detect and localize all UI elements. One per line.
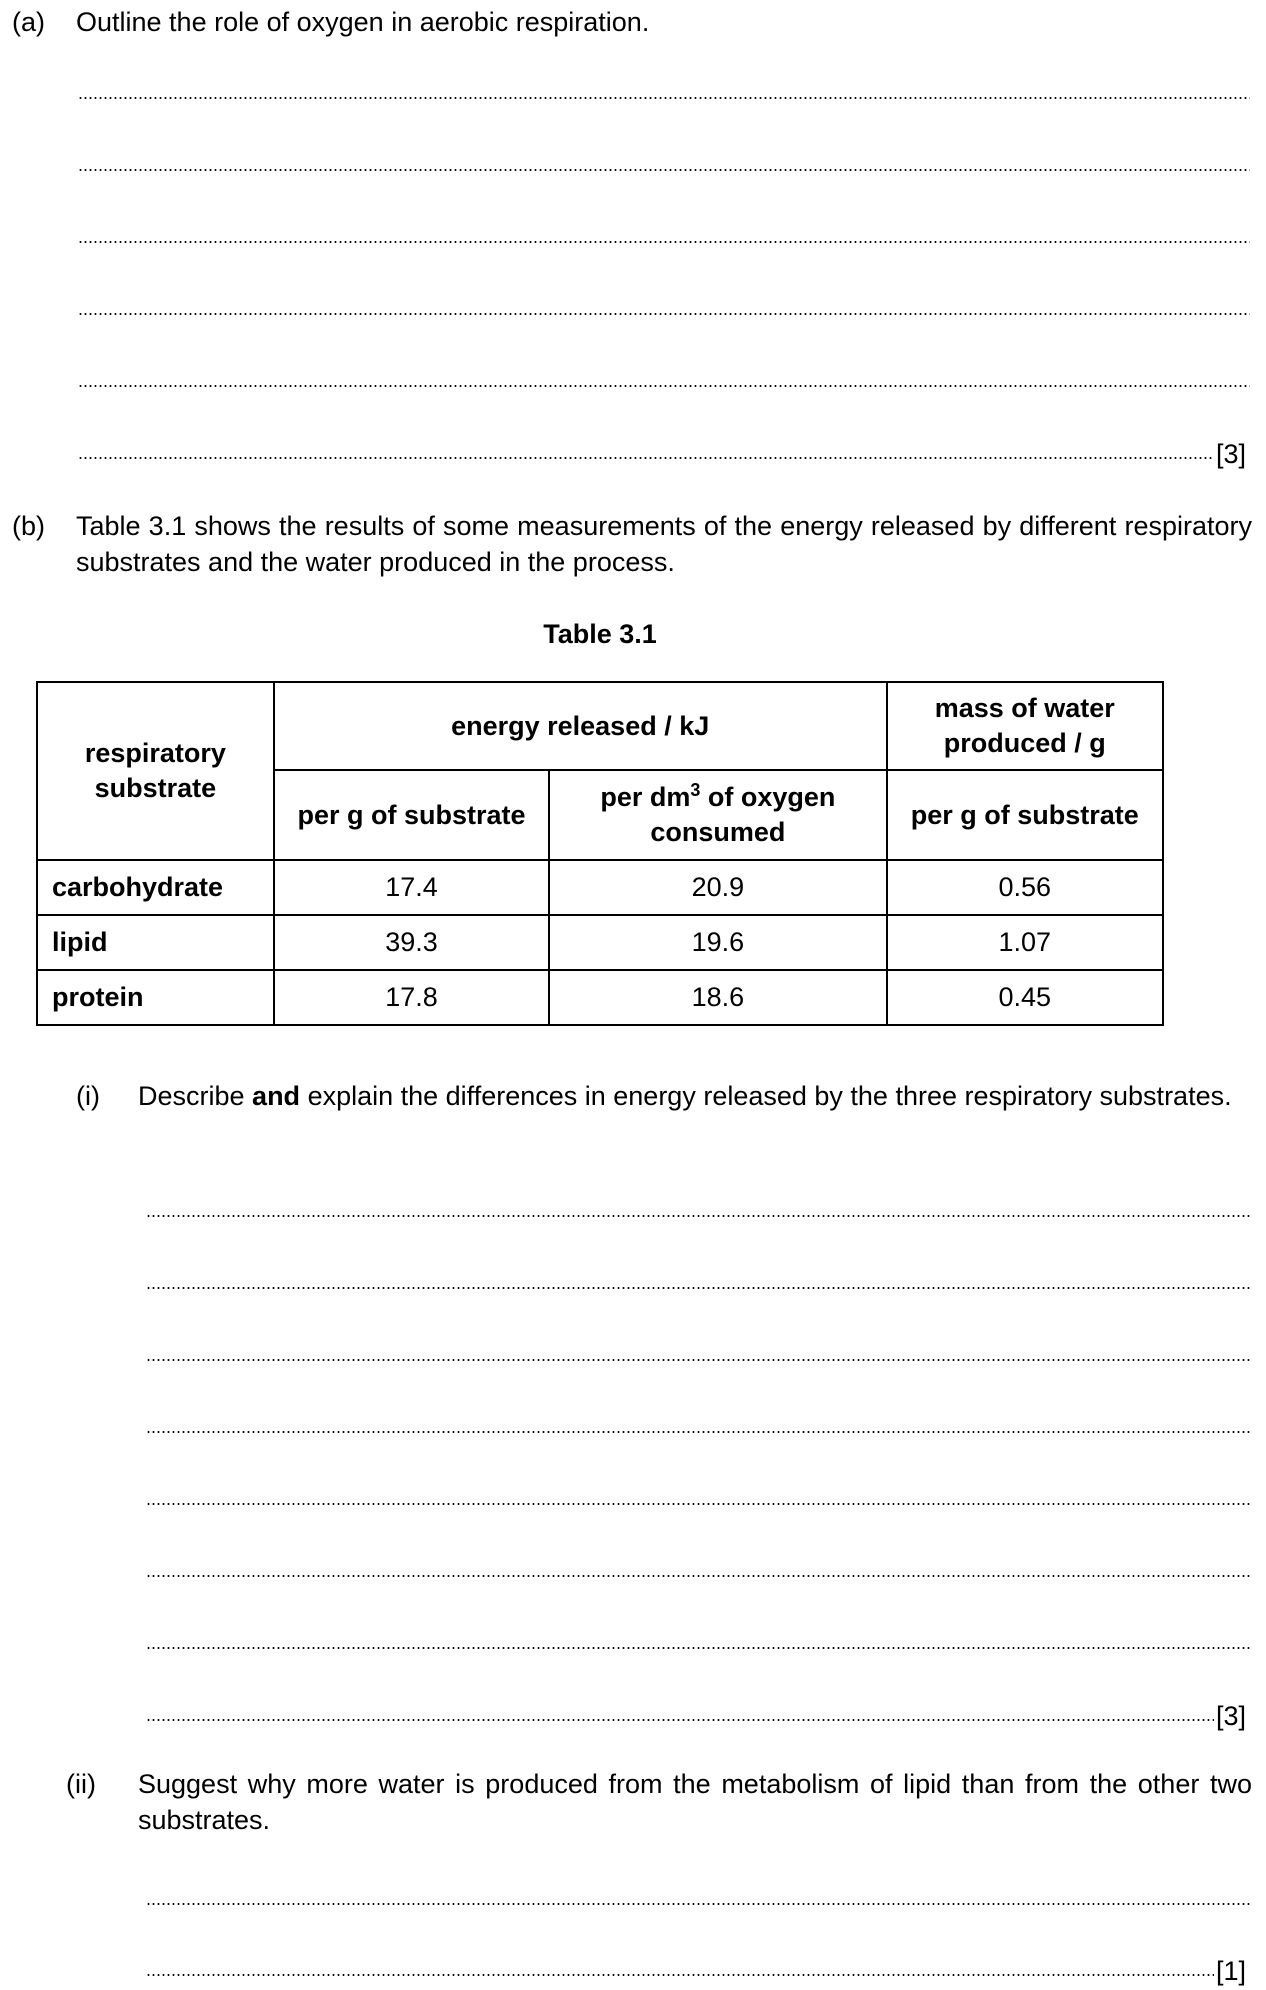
results-table [36,681,1164,1026]
row-substrate: lipid [37,915,274,970]
answer-line-i8[interactable] [146,1719,1214,1721]
part-a-question: Outline the role of oxygen in aerobic respiration. [76,7,650,37]
subheader-water-per-g: per g of substrate [887,770,1163,860]
answer-line-a1[interactable] [78,97,1250,99]
row-water: 0.56 [887,860,1163,915]
table-row [37,970,1163,1025]
header-substrate: respiratory substrate [37,682,274,860]
table-title: Table 3.1 [543,619,657,649]
subheader-per-dm3-sup: 3 [690,780,701,800]
answer-line-i3[interactable] [146,1359,1250,1361]
answer-line-i4[interactable] [146,1431,1250,1433]
part-i-marks: [3] [1216,1701,1247,1731]
part-i-question-post: explain the differences in energy released by the three respiratory substrates. [300,1081,1232,1111]
answer-line-a4[interactable] [78,313,1250,315]
part-ii-marks: [1] [1216,1956,1247,1986]
answer-line-ii2[interactable] [146,1974,1214,1976]
header-water: mass of water produced / g [887,682,1163,770]
part-a-marks: [3] [1216,439,1247,469]
answer-line-i6[interactable] [146,1575,1250,1577]
row-per-dm3: 20.9 [549,860,886,915]
part-b-intro: Table 3.1 shows the results of some measurements of the energy released by different respiratory substrates and the water produced in the process. [76,511,1252,577]
answer-line-i2[interactable] [146,1287,1250,1289]
answer-line-a6[interactable] [78,457,1214,459]
part-i-label: (i) [76,1081,100,1111]
part-i-question [138,1078,1252,1114]
part-ii-question: Suggest why more water is produced from the metabolism of lipid than from the other two substrates. [138,1769,1252,1835]
answer-line-a2[interactable] [78,169,1250,171]
part-a-label: (a) [12,7,45,37]
answer-line-i7[interactable] [146,1647,1250,1649]
header-energy: energy released / kJ [274,682,887,770]
row-per-g: 17.8 [274,970,549,1025]
table-row [37,915,1163,970]
row-per-g: 39.3 [274,915,549,970]
subheader-per-g: per g of substrate [274,770,549,860]
row-water: 0.45 [887,970,1163,1025]
answer-line-a3[interactable] [78,241,1250,243]
answer-line-ii1[interactable] [146,1903,1250,1905]
row-substrate: protein [37,970,274,1025]
table-row [37,860,1163,915]
row-water: 1.07 [887,915,1163,970]
part-i-question-bold: and [252,1081,301,1111]
row-per-dm3: 18.6 [549,970,886,1025]
subheader-per-dm3-post: of oxygen consumed [650,782,836,847]
subheader-per-dm3 [549,770,886,860]
row-per-g: 17.4 [274,860,549,915]
row-per-dm3: 19.6 [549,915,886,970]
answer-line-i1[interactable] [146,1215,1250,1217]
part-i-question-pre: Describe [138,1081,253,1111]
answer-line-a5[interactable] [78,385,1250,387]
answer-line-i5[interactable] [146,1503,1250,1505]
subheader-per-dm3-pre: per dm [600,782,691,812]
part-b-label: (b) [12,511,45,541]
part-ii-label: (ii) [66,1769,96,1799]
row-substrate: carbohydrate [37,860,274,915]
